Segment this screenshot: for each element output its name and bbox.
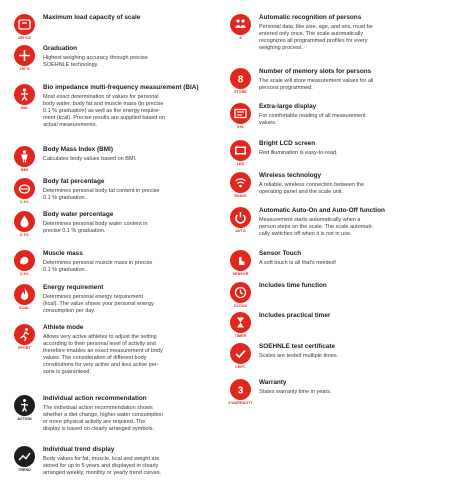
svg-text:8: 8	[237, 74, 244, 86]
feature-caption: ACTION	[17, 417, 32, 421]
feature-caption: CLOCK	[233, 304, 248, 308]
feature-title: Number of memory slots for persons	[259, 68, 372, 75]
bia-icon	[14, 84, 35, 105]
feature-title: Body Mass Index (BMI)	[43, 146, 113, 153]
feature-title: Energy requirement	[43, 284, 104, 291]
memory-slots-icon	[230, 68, 251, 89]
feature-description: Determines personal energy requirement (kcal). The value shows your personal energy consumption per day.	[43, 293, 154, 314]
feature-description: Body values for fat, muscle, kcal and weight are stored for up to 5 years and displayed in clearly arranged weekly, monthly or yearly trend curves.	[43, 455, 162, 476]
timer-icon	[230, 312, 251, 333]
trend-icon	[14, 446, 35, 467]
feature-caption: 150 KG	[18, 36, 31, 40]
feature-caption: 8	[239, 36, 242, 40]
feature-title: Maximum load capacity of scale	[43, 14, 141, 21]
person-recognition-icon	[230, 14, 251, 35]
feature-title: Warranty	[259, 379, 287, 386]
xxl-display-icon	[230, 103, 251, 124]
feature-title: Body water percentage	[43, 211, 114, 218]
feature-title: Extra-large display	[259, 103, 317, 110]
feature-title: Automatic recognition of persons	[259, 14, 362, 21]
feature-description: States warranty time in years.	[259, 388, 332, 395]
feature-title: Bright LCD screen	[259, 140, 316, 147]
feature-caption: 3 WARRANTY	[228, 401, 253, 405]
feature-title: SOEHNLE test certificate	[259, 343, 336, 350]
feature-title: Includes practical timer	[259, 312, 331, 319]
wireless-icon	[230, 172, 251, 193]
action-icon	[14, 395, 35, 416]
feature-caption: LED	[236, 162, 245, 166]
feature-description: Highest weighing accuracy through precise SOEHNLE technology.	[43, 54, 148, 68]
feature-title: Graduation	[43, 45, 78, 52]
scale-150kg-icon	[14, 14, 35, 35]
feature-caption: TREND	[18, 468, 31, 472]
feature-description: For comfortable reading of all measurement values.	[259, 112, 366, 126]
feature-title: Automatic Auto-On and Auto-Off function	[259, 207, 385, 214]
feature-caption: XXL	[236, 125, 245, 129]
feature-caption: KCAL	[19, 306, 30, 310]
feature-caption: 0.1%	[20, 233, 29, 237]
feature-title: Individual action recommendation	[43, 395, 147, 402]
sensor-touch-icon	[230, 250, 251, 271]
athlete-icon	[14, 324, 35, 345]
feature-title: Athlete mode	[43, 324, 84, 331]
feature-description: Most exact determination of values for personal body water, body fat and muscle mass (in precise 0.1 % graduation) as well as the energy require- ment (kcal). Precise results are supplied based on actual measurements.	[43, 93, 165, 128]
feature-caption: STORE	[234, 90, 247, 94]
feature-title: Body fat percentage	[43, 178, 105, 185]
warranty-icon	[230, 379, 251, 400]
body-water-icon	[14, 211, 35, 232]
feature-caption: TIMER	[234, 334, 247, 338]
feature-description: Measurement starts automatically when a person steps on the scale. The scale automati- cally switches off when it is not in use.	[259, 216, 373, 237]
feature-title: Individual trend display	[43, 446, 115, 453]
feature-description: Scales are tested multiple times.	[259, 352, 339, 359]
feature-caption: RADIO	[234, 194, 247, 198]
feature-caption: CERT.	[235, 365, 246, 369]
led-screen-icon	[230, 140, 251, 161]
feature-title: Bio impedance multi-frequency measurement (BIA)	[43, 84, 199, 91]
feature-caption: 0.1%	[20, 272, 29, 276]
feature-description: Calculates body values based on BMI.	[43, 155, 137, 162]
feature-description: A soft touch is all that's needed!	[259, 259, 337, 266]
feature-title: Includes time function	[259, 282, 327, 289]
feature-description: Red illumination is easy-to-read.	[259, 149, 338, 156]
feature-caption: BIA	[21, 106, 28, 110]
bmi-icon	[14, 146, 35, 167]
feature-description: Determines personal body fat content in precise 0.1 % graduation.	[43, 187, 160, 201]
feature-caption: 0.1%	[20, 200, 29, 204]
clock-icon	[230, 282, 251, 303]
feature-description: The individual action recommendation shows whether a diet change, higher water consumption or more physical activity are required. The display is based on clearly arranged symbols.	[43, 404, 164, 432]
feature-description: The scale will store measurement values for all persons programmed.	[259, 77, 374, 91]
feature-title: Sensor Touch	[259, 250, 302, 257]
feature-title: Wireless technology	[259, 172, 322, 179]
certified-icon	[230, 343, 251, 364]
feature-caption: 100 G	[19, 67, 30, 71]
feature-description: A reliable, wireless connection between the operating panel and the scale unit.	[259, 181, 365, 195]
feature-caption: SPORT	[18, 346, 31, 350]
muscle-icon	[14, 250, 35, 271]
svg-text:3: 3	[237, 385, 244, 397]
kcal-icon	[14, 284, 35, 305]
feature-caption: BMI	[21, 168, 28, 172]
feature-description: Allows very active athletes to adjust the setting according to their personal level of activity and therefore enables an exact measurement of body values. The consideration of different body constitutions for very active and less active per- sons is guaranteed.	[43, 333, 163, 375]
feature-description: Determines personal body water content in precise 0.1 % graduation.	[43, 220, 148, 234]
feature-caption: AUTO	[235, 229, 246, 233]
feature-description: Determines personal muscle mass in precise 0.1 % graduation.	[43, 259, 153, 273]
feature-caption: SENSOR	[232, 272, 249, 276]
graduation-icon	[14, 45, 35, 66]
feature-description: Personal data, like size, age, and sex, must be entered only once. The scale automatically recognizes all programmed profiles for every weighing process.	[259, 23, 373, 51]
feature-title: Muscle mass	[43, 250, 83, 257]
body-fat-icon	[14, 178, 35, 199]
auto-on-off-icon	[230, 207, 251, 228]
